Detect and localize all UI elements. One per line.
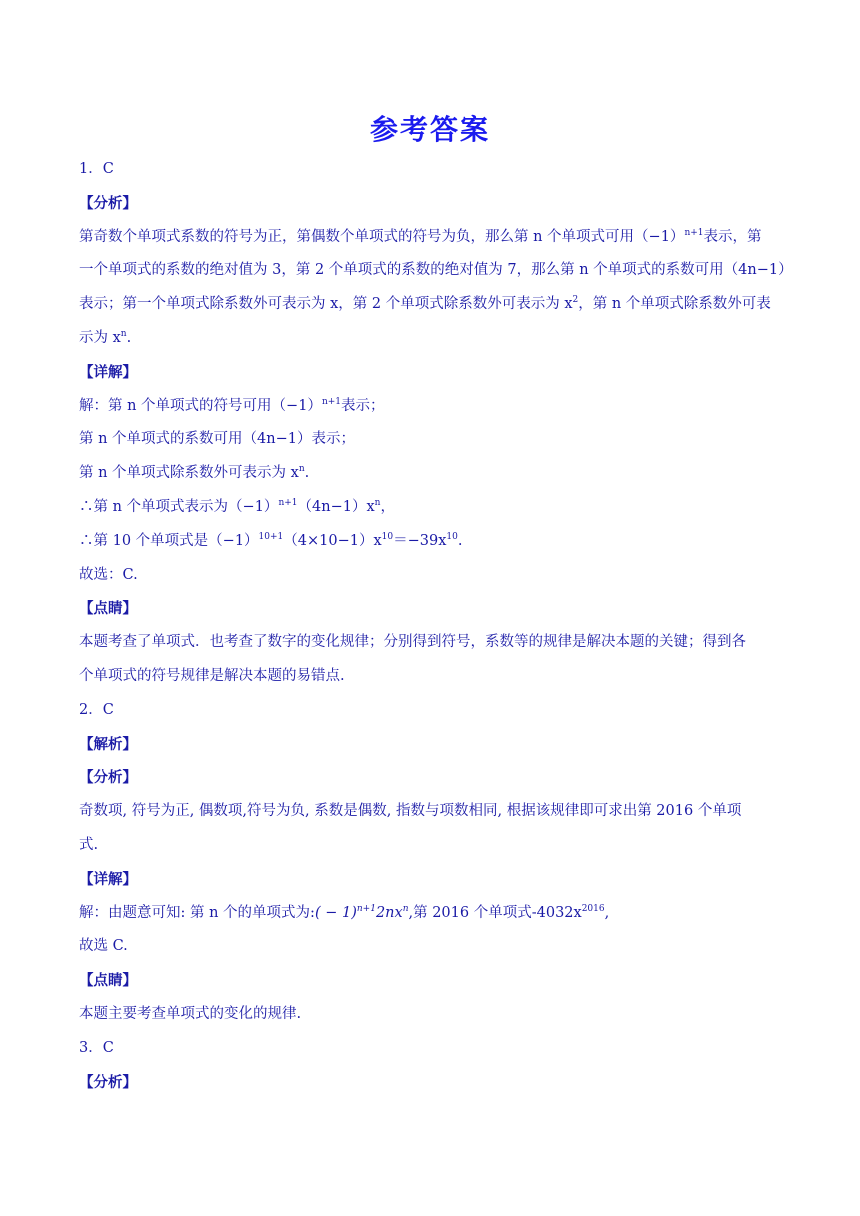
text: ,第 2016 个单项式-4032x bbox=[408, 904, 582, 921]
text: . bbox=[126, 329, 132, 346]
superscript: 10 bbox=[446, 531, 458, 542]
q2-answer: 2．C bbox=[79, 701, 114, 718]
q1-detail-line-3 bbox=[79, 457, 791, 491]
superscript: n+1 bbox=[321, 396, 342, 407]
text: ∴第 n 个单项式表示为（−1） bbox=[79, 498, 279, 515]
superscript: n+1 bbox=[278, 497, 298, 508]
q1-analysis-line-1 bbox=[79, 221, 791, 255]
superscript: n bbox=[374, 497, 381, 508]
q1-comment-line-1: 本题考查了单项式．也考查了数字的变化规律；分别得到符号，系数等的规律是解决本题的关键；得到各 bbox=[79, 634, 746, 651]
superscript: 2016 bbox=[581, 903, 605, 914]
text: 第奇数个单项式系数的符号为正，第偶数个单项式的符号为负，那么第 n 个单项式可用（−1） bbox=[79, 228, 685, 245]
q3-analysis-heading: 【分析】 bbox=[79, 1073, 137, 1091]
formula-part: 2nx bbox=[375, 904, 403, 921]
superscript: 2 bbox=[572, 295, 579, 306]
superscript: n bbox=[402, 903, 409, 914]
q1-comment-line-2: 个单项式的符号规律是解决本题的易错点. bbox=[79, 667, 345, 684]
text: ∴第 10 个单项式是（−1） bbox=[79, 532, 259, 549]
q1-analysis-line-2: 一个单项式的系数的绝对值为 3，第 2 个单项式的系数的绝对值为 7，那么第 n 个单项式的系数可用（4n−1） bbox=[79, 262, 793, 279]
text: 表示；第一个单项式除系数外可表示为 x，第 2 个单项式除系数外可表示为 x bbox=[79, 296, 573, 313]
q1-detail-line-5 bbox=[79, 525, 791, 559]
superscript: n+1 bbox=[684, 227, 704, 238]
superscript: 10+1 bbox=[258, 531, 284, 542]
q1-analysis-heading: 【分析】 bbox=[79, 194, 137, 212]
q3-answer: 3．C bbox=[79, 1039, 114, 1056]
q2-detail-line-1 bbox=[79, 897, 791, 931]
q1-detail-line-2: 第 n 个单项式的系数可用（4n−1）表示； bbox=[79, 431, 355, 448]
text: 解：第 n 个单项式的符号可用（−1） bbox=[79, 397, 322, 414]
superscript: 10 bbox=[381, 531, 394, 542]
q2-detail-heading: 【详解】 bbox=[79, 870, 137, 888]
text: （4×10−1）x bbox=[283, 532, 382, 549]
text: , bbox=[604, 904, 610, 921]
formula-part: ( − 1) bbox=[314, 904, 357, 921]
text: 解：由题意可知: 第 n 个的单项式为: bbox=[79, 904, 315, 921]
q2-detail-line-2: 故选 C. bbox=[79, 938, 128, 955]
q1-detail-line-4 bbox=[79, 491, 791, 525]
page-title: 参考答案 bbox=[369, 113, 490, 146]
q2-analysis-line-1: 奇数项, 符号为正, 偶数项,符号为负, 系数是偶数, 指数与项数相同, 根据该规律即可求出第 2016 个单项 bbox=[79, 803, 742, 820]
q1-analysis-line-3 bbox=[79, 288, 791, 322]
q1-answer: 1．C bbox=[79, 161, 114, 177]
text: （4n−1）x bbox=[297, 498, 375, 515]
text: ， bbox=[380, 498, 395, 515]
q2-analysis-heading: 【分析】 bbox=[79, 769, 137, 787]
text: . bbox=[457, 532, 463, 549]
superscript: n bbox=[120, 328, 127, 339]
text: 示为 x bbox=[79, 329, 121, 346]
text: 表示，第 bbox=[703, 228, 762, 245]
q1-detail-line-1 bbox=[79, 390, 791, 424]
q1-detail-heading: 【详解】 bbox=[79, 363, 137, 381]
text: ，第 n 个单项式除系数外可表 bbox=[578, 296, 771, 313]
text: ＝−39x bbox=[393, 532, 447, 549]
q2-comment-line-1: 本题主要考查单项式的变化的规律. bbox=[79, 1005, 302, 1022]
q2-analysis-line-2: 式. bbox=[79, 836, 99, 853]
text: . bbox=[304, 465, 310, 482]
q1-comment-heading: 【点睛】 bbox=[79, 600, 137, 618]
q1-detail-line-6: 故选：C. bbox=[79, 566, 138, 583]
superscript: n+1 bbox=[356, 903, 376, 914]
q2-parse-heading: 【解析】 bbox=[79, 735, 137, 753]
q1-analysis-line-4 bbox=[79, 322, 791, 356]
q2-comment-heading: 【点睛】 bbox=[79, 972, 137, 990]
text: 第 n 个单项式除系数外可表示为 x bbox=[79, 465, 299, 482]
formula bbox=[315, 905, 409, 921]
superscript: n bbox=[298, 464, 305, 475]
text: 表示； bbox=[341, 397, 385, 414]
answer-content bbox=[79, 153, 791, 1099]
